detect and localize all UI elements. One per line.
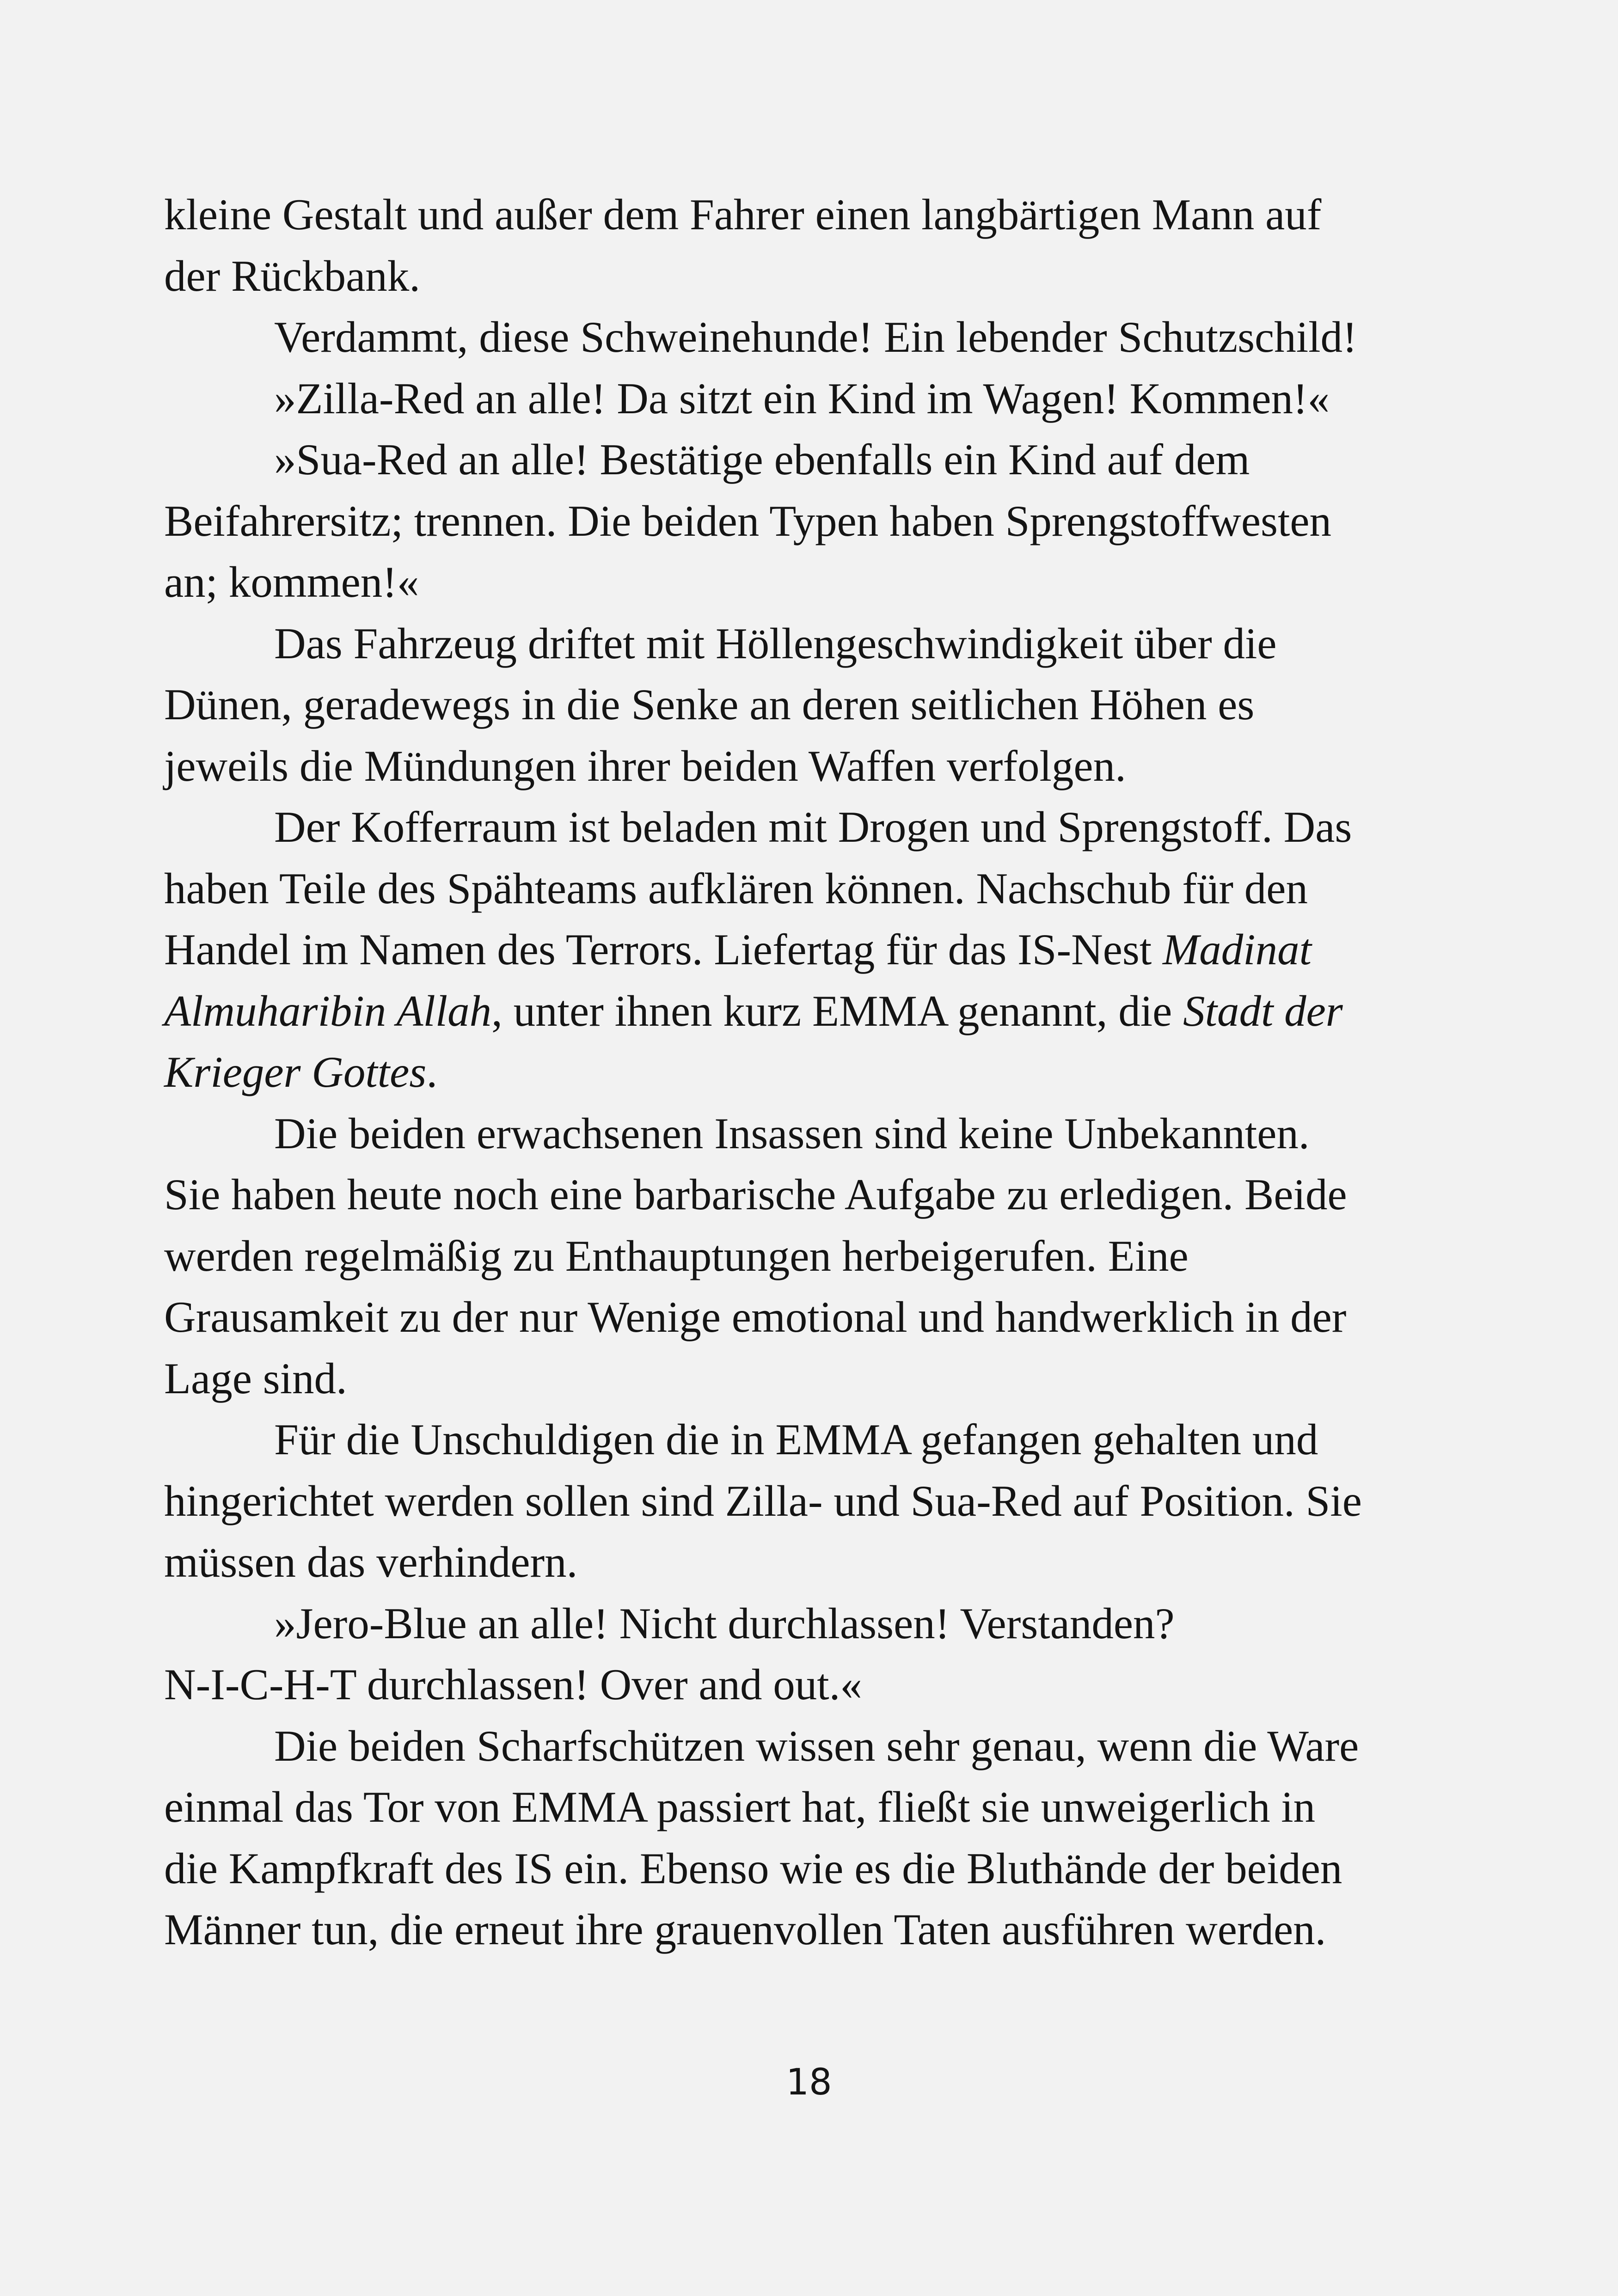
- text-line: [164, 1899, 1468, 1960]
- text-line: [164, 429, 1468, 490]
- text-line: [164, 1838, 1468, 1899]
- paragraph-p8: [164, 1409, 1468, 1593]
- text-segment: Lage sind.: [164, 1353, 347, 1403]
- text-line: [164, 490, 1468, 552]
- text-line: [164, 368, 1468, 429]
- text-line: [164, 245, 1468, 307]
- text-segment: , unter ihnen kurz EMMA genannt, die: [491, 986, 1183, 1035]
- text-line: [164, 1776, 1468, 1838]
- text-line: [164, 1470, 1468, 1532]
- text-line: [164, 1348, 1468, 1409]
- text-segment: müssen das verhindern.: [164, 1537, 578, 1586]
- text-segment: Männer tun, die erneut ihre grauenvollen Taten ausführen werden.: [164, 1905, 1326, 1954]
- text-segment: einmal das Tor von EMMA passiert hat, fließt sie unweigerlich in: [164, 1782, 1316, 1831]
- text-line: [164, 980, 1468, 1042]
- paragraph-p5: [164, 613, 1468, 797]
- text-segment: Sie haben heute noch eine barbarische Aufgabe zu erledigen. Beide: [164, 1170, 1347, 1219]
- text-segment: kleine Gestalt und außer dem Fahrer einen langbärtigen Mann auf: [164, 190, 1322, 239]
- text-segment: Dünen, geradewegs in die Senke an deren seitlichen Höhen es: [164, 680, 1255, 729]
- text-segment: Verdammt, diese Schweinehunde! Ein lebender Schutzschild!: [274, 312, 1357, 361]
- text-line: [164, 1041, 1468, 1103]
- paragraph-p7: [164, 1103, 1468, 1409]
- text-line: [164, 613, 1468, 674]
- text-segment: Der Kofferraum ist beladen mit Drogen und Sprengstoff. Das: [274, 802, 1352, 851]
- text-segment: haben Teile des Spähteams aufklären können. Nachschub für den: [164, 863, 1308, 913]
- text-line: [164, 1225, 1468, 1287]
- text-segment: Die beiden Scharfschützen wissen sehr genau, wenn die Ware: [274, 1721, 1359, 1770]
- text-line: [164, 919, 1468, 980]
- text-line: [164, 184, 1468, 245]
- italic-text: Madinat: [1163, 925, 1312, 974]
- text-segment: »Sua-Red an alle! Bestätige ebenfalls ein Kind auf dem: [274, 435, 1250, 484]
- text-segment: werden regelmäßig zu Enthauptungen herbeigerufen. Eine: [164, 1231, 1189, 1280]
- text-line: [164, 551, 1468, 613]
- page-number: 18: [786, 2062, 832, 2103]
- text-line: [164, 735, 1468, 797]
- text-segment: die Kampfkraft des IS ein. Ebenso wie es die Bluthände der beiden: [164, 1843, 1342, 1893]
- text-line: [164, 1409, 1468, 1470]
- italic-text: Almuharibin Allah: [164, 986, 492, 1035]
- text-segment: »Jero-Blue an alle! Nicht durchlassen! Verstanden?: [274, 1598, 1175, 1648]
- text-line: [164, 674, 1468, 735]
- text-segment: der Rückbank.: [164, 251, 420, 300]
- text-segment: Die beiden erwachsenen Insassen sind keine Unbekannten.: [274, 1108, 1310, 1158]
- text-line: [164, 1103, 1468, 1164]
- italic-text: Stadt der: [1183, 986, 1343, 1035]
- text-segment: Das Fahrzeug driftet mit Höllengeschwindigkeit über die: [274, 618, 1277, 668]
- paragraph-p2: [164, 306, 1468, 368]
- text-segment: Handel im Namen des Terrors. Liefertag für das IS-Nest: [164, 925, 1163, 974]
- italic-text: Krieger Gottes: [164, 1047, 427, 1096]
- text-segment: Für die Unschuldigen die in EMMA gefangen gehalten und: [274, 1415, 1318, 1464]
- text-line: [164, 1286, 1468, 1348]
- text-segment: an; kommen!«: [164, 557, 419, 606]
- text-segment: »Zilla-Red an alle! Da sitzt ein Kind im Wagen! Kommen!«: [274, 373, 1330, 423]
- text-line: [164, 1715, 1468, 1777]
- text-line: [164, 1531, 1468, 1593]
- text-line: [164, 1654, 1468, 1715]
- body-text: [164, 184, 1468, 1960]
- paragraph-p10: [164, 1715, 1468, 1960]
- text-line: [164, 306, 1468, 368]
- paragraph-p4: [164, 429, 1468, 613]
- text-segment: jeweils die Mündungen ihrer beiden Waffen verfolgen.: [164, 741, 1126, 790]
- text-line: [164, 796, 1468, 858]
- text-segment: Beifahrersitz; trennen. Die beiden Typen haben Sprengstoffwesten: [164, 496, 1332, 545]
- paragraph-p9: [164, 1593, 1468, 1715]
- text-segment: Grausamkeit zu der nur Wenige emotional und handwerklich in der: [164, 1292, 1347, 1341]
- text-line: [164, 1164, 1468, 1225]
- paragraph-p1: [164, 184, 1468, 306]
- text-line: [164, 858, 1468, 919]
- paragraph-p6: [164, 796, 1468, 1103]
- text-line: [164, 1593, 1468, 1654]
- text-segment: N-I-C-H-T durchlassen! Over and out.«: [164, 1660, 862, 1709]
- text-segment: hingerichtet werden sollen sind Zilla- und Sua-Red auf Position. Sie: [164, 1476, 1362, 1525]
- text-segment: .: [426, 1047, 438, 1096]
- paragraph-p3: [164, 368, 1468, 429]
